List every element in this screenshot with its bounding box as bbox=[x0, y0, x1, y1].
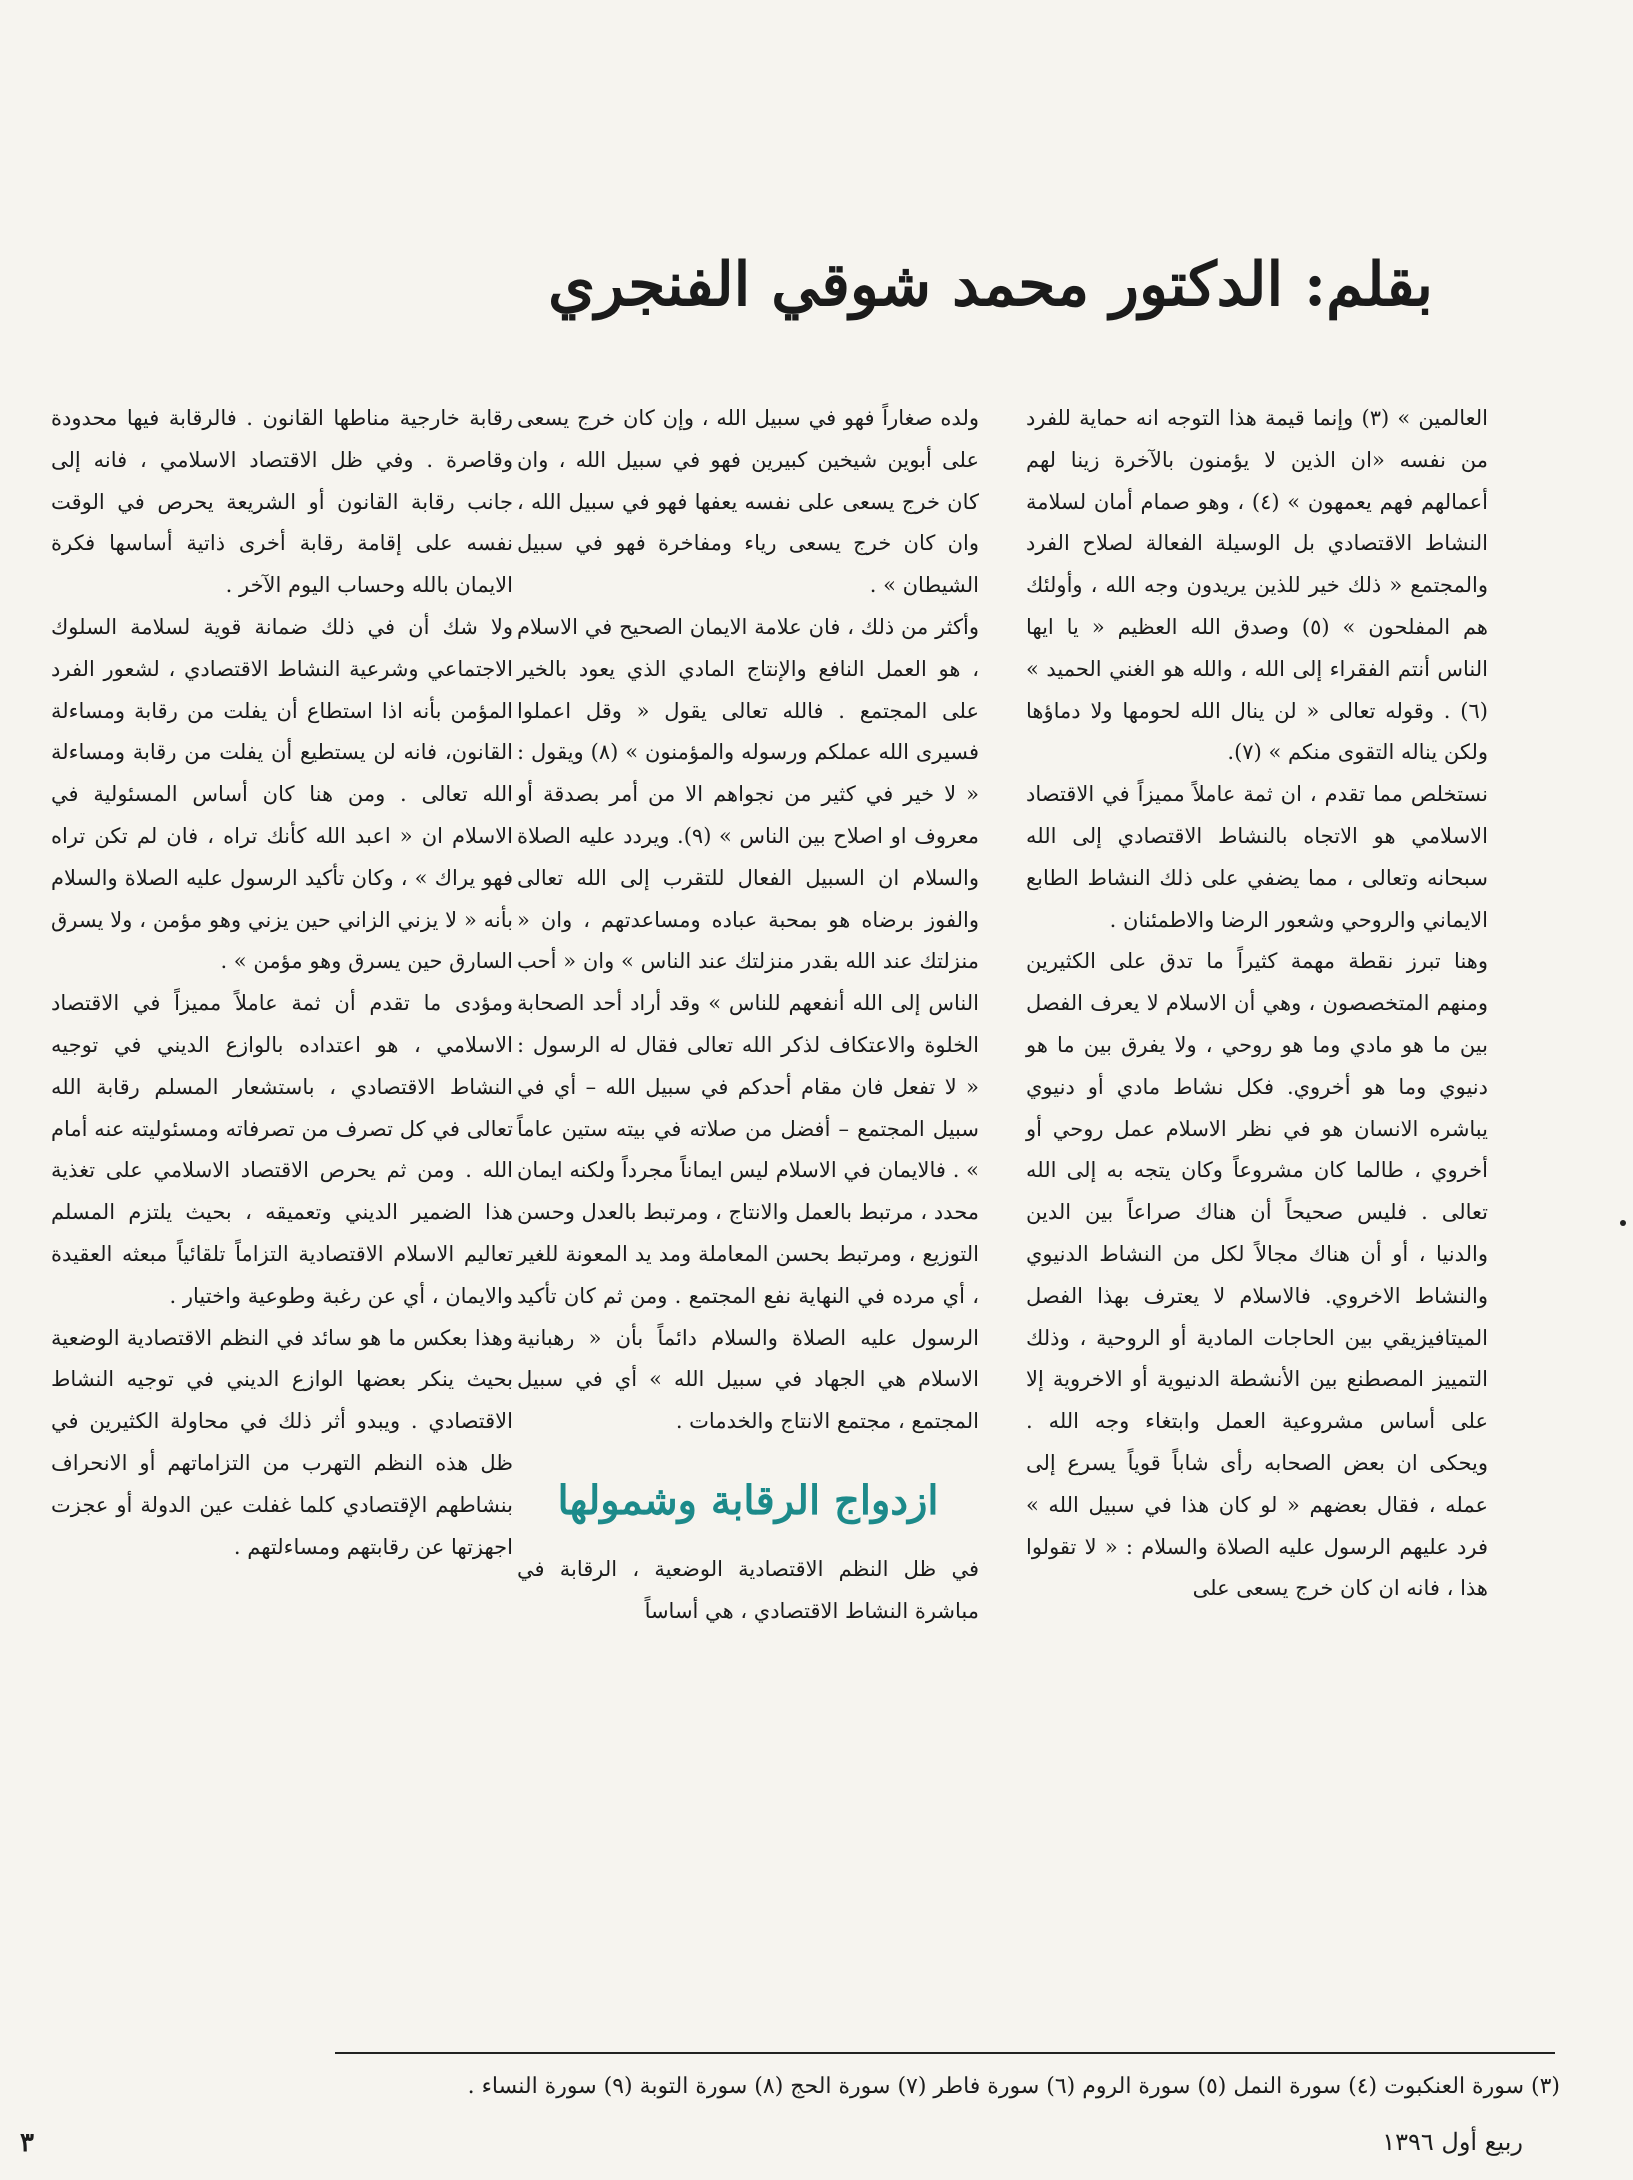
article-column-left bbox=[51, 398, 513, 1568]
paragraph: العالمين » (٣) وإنما قيمة هذا التوجه انه حماية للفرد من نفسه «ان الذين لا يؤمنون بالآخرة زينا لهم أعمالهم فهم يعمهون » (٤) ، وهو صمام أمان لسلامة النشاط الاقتصادي بل الوسيلة الفعالة لصلاح الفرد والمجتمع « ذلك خير للذين يريدون وجه الله ، وأولئك هم المفلحون » (٥) وصدق الله العظيم « يا ايها الناس أنتم الفقراء إلى الله ، والله هو الغني الحميد » (٦) . وقوله تعالى « لن ينال الله لحومها ولا دماؤها ولكن يناله التقوى منكم » (٧). bbox=[1026, 406, 1489, 765]
footnotes: (٣) سورة العنكبوت (٤) سورة النمل (٥) سورة الروم (٦) سورة فاطر (٧) سورة الحج (٨) سورة التوبة (٩) سورة النساء . bbox=[467, 2074, 1560, 2099]
page-number: ٣ bbox=[20, 2128, 34, 2158]
section-heading: ازدواج الرقابة وشمولها bbox=[557, 1476, 939, 1524]
footnote-divider bbox=[335, 2052, 1555, 2054]
paragraph: وأكثر من ذلك ، فان علامة الايمان الصحيح في الاسلام ، هو العمل النافع والإنتاج المادي الذي يعود بالخير على المجتمع . فالله تعالى يقول « وقل اعملوا فسيرى الله عملكم ورسوله والمؤمنون » (٨) ويقول : « لا خير في كثير من نجواهم الا من أمر بصدقة أو معروف او اصلاح بين الناس » (٩). ويردد عليه الصلاة والسلام ان السبيل الفعال للتقرب إلى الله تعالى والفوز برضاه هو بمحبة عباده ومساعدتهم ، وان « منزلتك عند الله بقدر منزلتك عند الناس » وان « أحب الناس إلى الله أنفعهم للناس » وقد أراد أحد الصحابة الخلوة والاعتكاف لذكر الله تعالى فقال له الرسول : « لا تفعل فان مقام أحدكم في سبيل الله – أي في سبيل المجتمع – أفضل من صلاته في بيته ستين عاماً » . فالايمان في الاسلام ليس ايماناً مجرداً ولكنه ايمان محدد ، مرتبط بالعمل والانتاج ، ومرتبط بالعدل وحسن التوزيع ، ومرتبط بحسن المعاملة ومد يد المعونة للغير ، أي مرده في النهاية نفع المجتمع . ومن ثم كان تأكيد الرسول عليه الصلاة والسلام دائماً بأن « رهبانية الاسلام هي الجهاد في سبيل الله » أي في سبيل المجتمع ، مجتمع الانتاج والخدمات . bbox=[517, 614, 979, 1434]
paragraph: وهذا بعكس ما هو سائد في النظم الاقتصادية الوضعية بحيث ينكر بعضها الوازع الديني في توجيه النشاط الاقتصادي . ويبدو أثر ذلك في محاولة الكثيرين في ظل هذه النظم التهرب من التزاماتهم أو الانحراف بنشاطهم الإقتصادي كلما غفلت عين الدولة أو عجزت اجهزتها عن رقابتهم ومساءلتهم . bbox=[51, 1325, 513, 1559]
paragraph: وهنا تبرز نقطة مهمة كثيراً ما تدق على الكثيرين ومنهم المتخصصون ، وهي أن الاسلام لا يعرف الفصل بين ما هو مادي وما هو روحي ، ولا يفرق بين ما هو دنيوي وما هو أخروي. فكل نشاط مادي أو دنيوي يباشره الانسان هو في نظر الاسلام عمل روحي أو أخروي ، طالما كان مشروعاً وكان يتجه به إلى الله تعالى . فليس صحيحاً أن هناك صراعاً بين الدين والدنيا ، أو أن هناك مجالاً لكل من النشاط الدنيوي والنشاط الاخروي. فالاسلام لا يعترف بهذا الفصل الميتافيزيقي بين الحاجات المادية أو الروحية ، وذلك التمييز المصطنع بين الأنشطة الدنيوية أو الاخروية إلا على أساس مشروعية العمل وابتغاء وجه الله . ويحكى ان بعض الصحابه رأى شاباً قوياً يسرع إلى عمله ، فقال بعضهم « لو كان هذا في سبيل الله » فرد عليهم الرسول عليه الصلاة والسلام : « لا تقولوا هذا ، فانه ان كان خرج يسعى على bbox=[1026, 949, 1488, 1601]
article-column-middle bbox=[517, 398, 979, 1633]
margin-dot bbox=[1620, 1220, 1626, 1226]
author-byline: بقلم: الدكتور محمد شوقي الفنجري bbox=[548, 250, 1433, 320]
paragraph: نستخلص مما تقدم ، ان ثمة عاملاً مميزاً في الاقتصاد الاسلامي هو الاتجاه بالنشاط الاقتصادي إلى الله سبحانه وتعالى ، مما يضفي على ذلك النشاط الطابع الايماني والروحي وشعور الرضا والاطمئنان . bbox=[1026, 782, 1488, 932]
paragraph: ولده صغاراً فهو في سبيل الله ، وإن كان خرج يسعى على أبوين شيخين كبيرين فهو في سبيل الله ، وان كان خرج يسعى على نفسه يعفها فهو في سبيل الله ، وان كان خرج يسعى رياء ومفاخرة فهو في سبيل الشيطان » . bbox=[517, 406, 979, 598]
paragraph: ولا شك أن في ذلك ضمانة قوية لسلامة السلوك الاجتماعي وشرعية النشاط الاقتصادي ، لشعور الفرد المؤمن بأنه اذا استطاع أن يفلت من رقابة ومساءلة القانون، فانه لن يستطيع أن يفلت من رقابة ومساءلة الله تعالى . ومن هنا كان أساس المسئولية في الاسلام ان « اعبد الله كأنك تراه ، فان لم تكن تراه فهو يراك » ، وكان تأكيد الرسول عليه الصلاة والسلام بأنه « لا يزني الزاني حين يزني وهو مؤمن ، ولا يسرق السارق حين يسرق وهو مؤمن » . bbox=[51, 614, 513, 974]
article-column-right bbox=[1026, 398, 1488, 1610]
paragraph: رقابة خارجية مناطها القانون . فالرقابة فيها محدودة وقاصرة . وفي ظل الاقتصاد الاسلامي ، فانه إلى جانب رقابة القانون أو الشريعة يحرص في الوقت نفسه على إقامة رقابة أخرى ذاتية أساسها فكرة الايمان بالله وحساب اليوم الآخر . bbox=[51, 406, 513, 598]
paragraph: ومؤدى ما تقدم أن ثمة عاملاً مميزاً في الاقتصاد الاسلامي ، هو اعتداده بالوازع الديني في توجيه النشاط الاقتصادي ، باستشعار المسلم رقابة الله تعالى في كل تصرف من تصرفاته ومسئوليته عنه أمام الله . ومن ثم يحرص الاقتصاد الاسلامي على تغذية هذا الضمير الديني وتعميقه ، بحيث يلتزم المسلم تعاليم الاسلام الاقتصادية التزاماً تلقائياً مبعثه العقيدة والايمان ، أي عن رغبة وطوعية واختيار . bbox=[51, 991, 513, 1308]
issue-date: ربيع أول ١٣٩٦ bbox=[1382, 2128, 1523, 2156]
paragraph: في ظل النظم الاقتصادية الوضعية ، الرقابة في مباشرة النشاط الاقتصادي ، هي أساساً bbox=[517, 1556, 979, 1623]
